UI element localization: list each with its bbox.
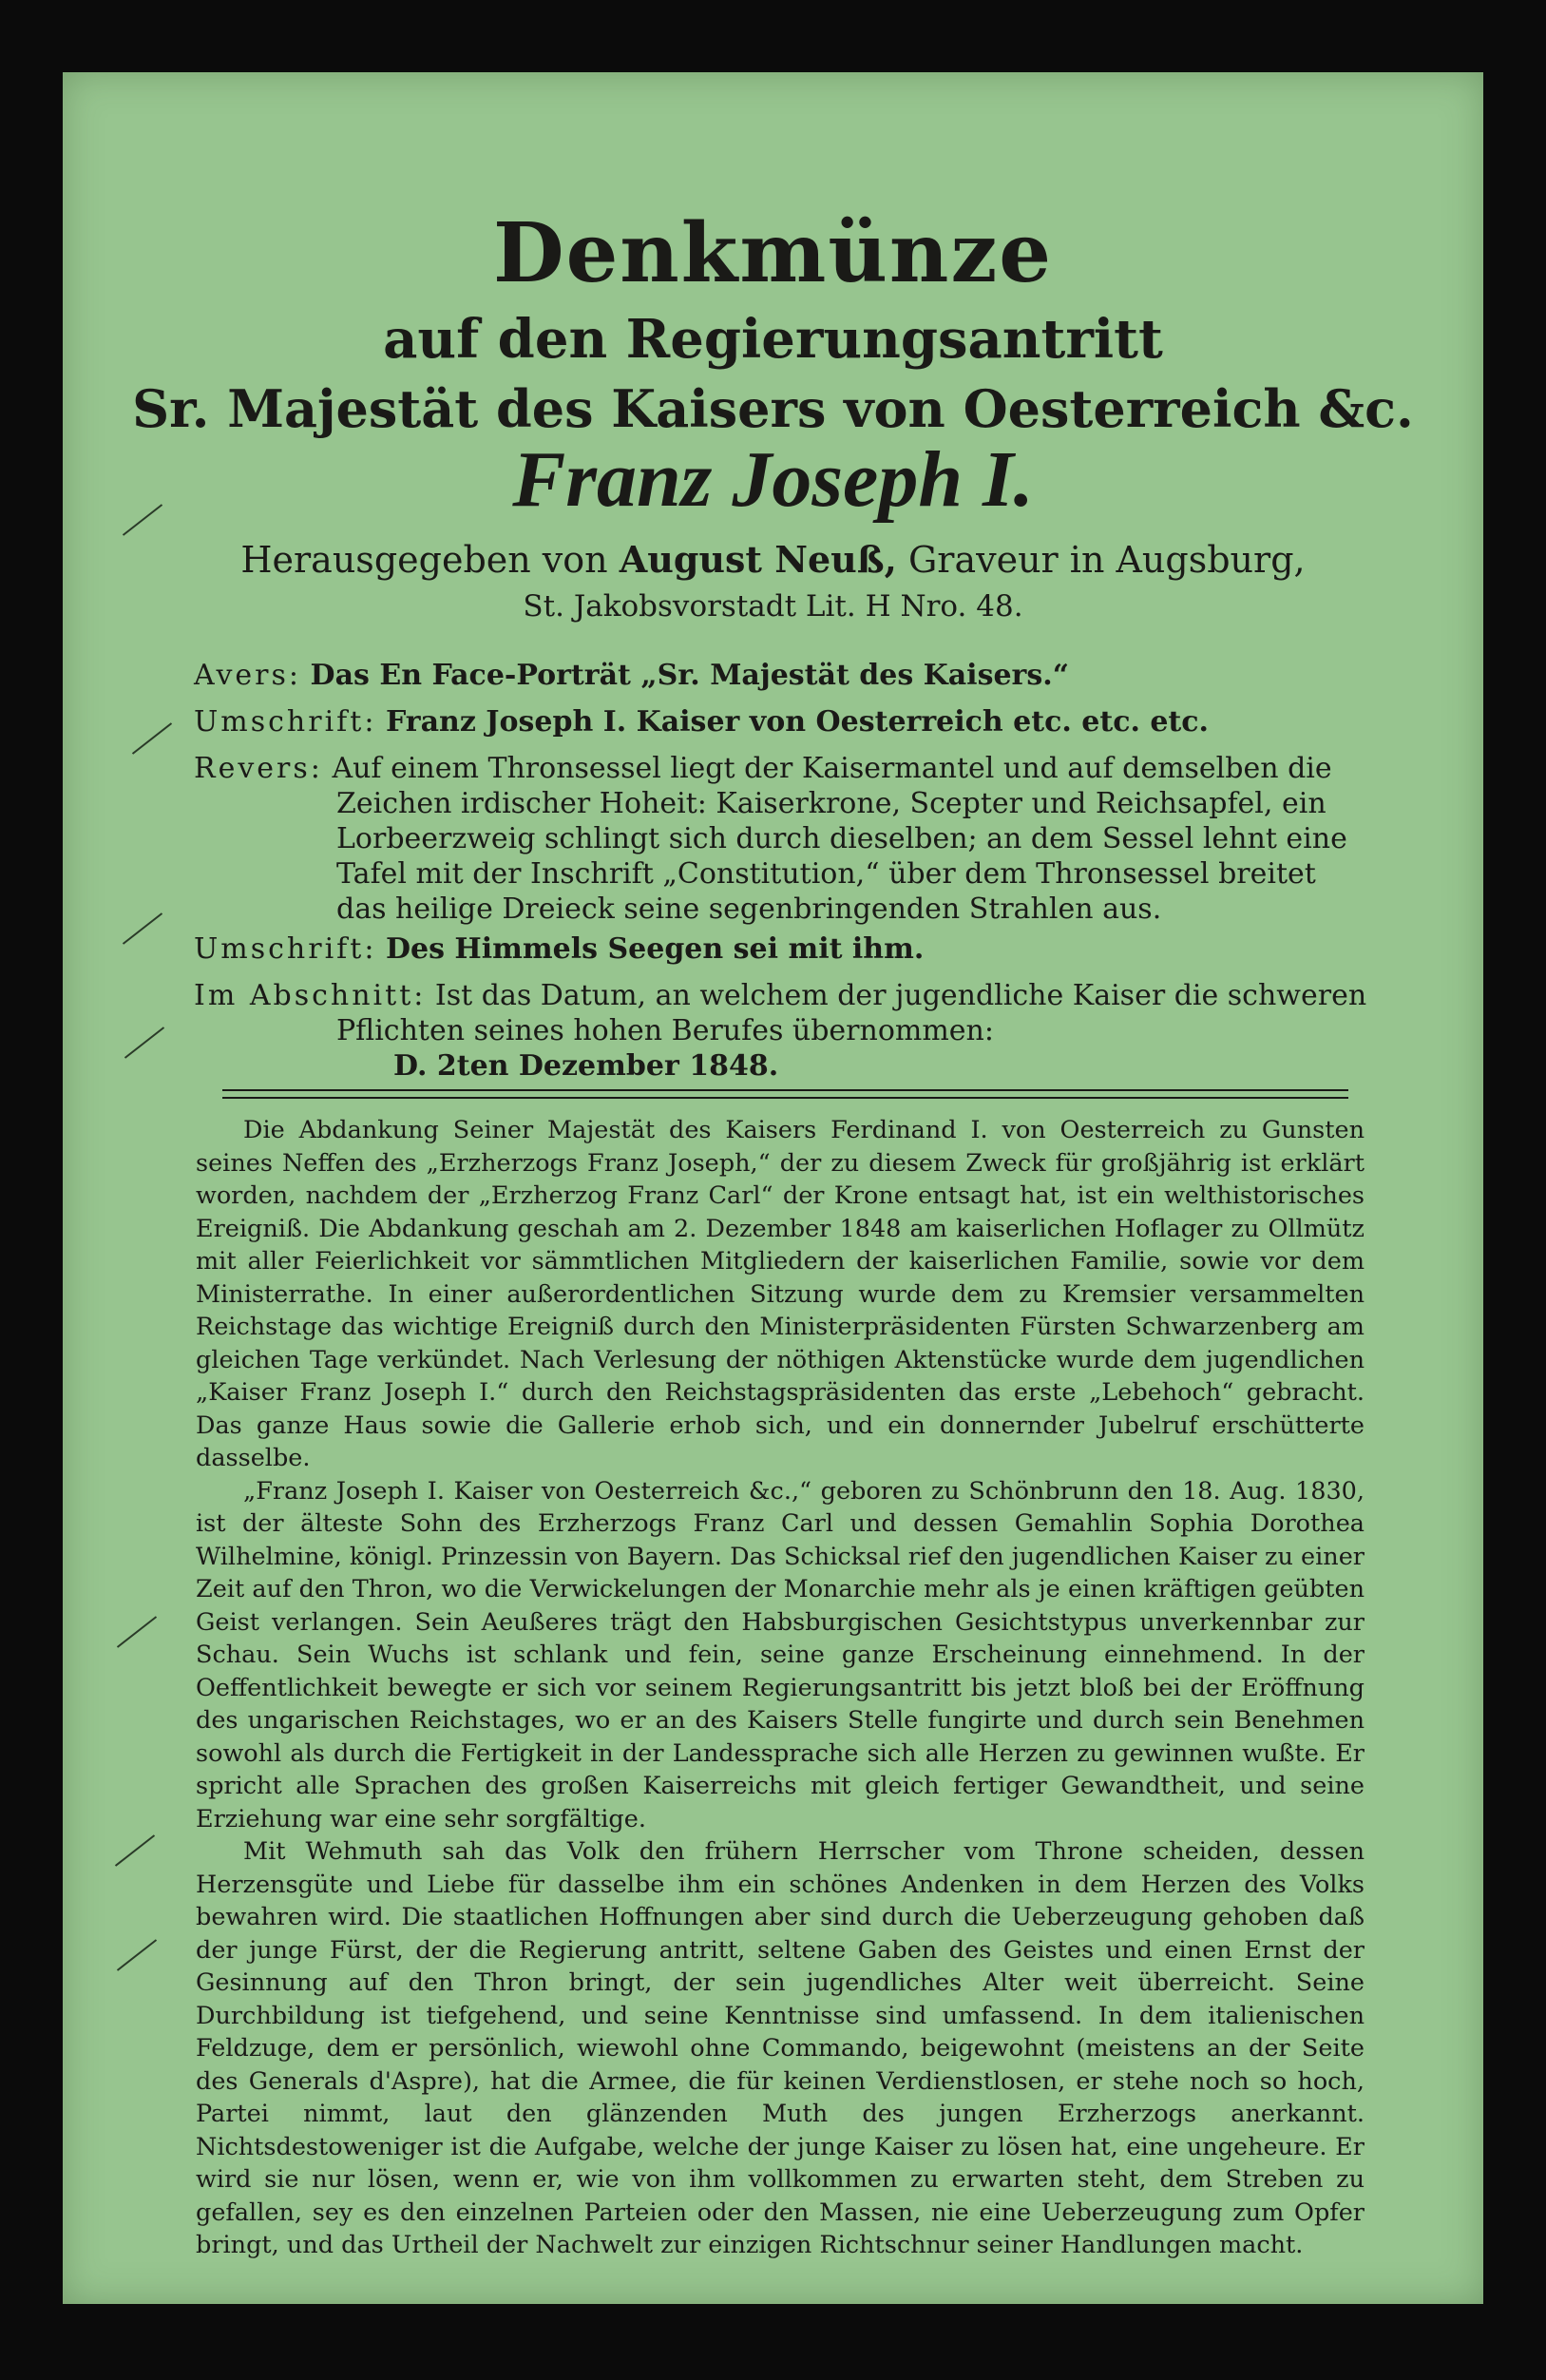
publisher-suffix: Graveur in Augsburg,	[907, 539, 1306, 581]
publisher-line	[63, 538, 1483, 581]
abschnitt-line: Pflichten seines hohen Berufes übernommen:	[336, 1014, 994, 1047]
revers-entry	[194, 751, 1391, 927]
revers-line: das heilige Dreieck seine segenbringenden Strahlen aus.	[336, 892, 1162, 926]
abschnitt-date: D. 2ten Dezember 1848.	[393, 1049, 779, 1083]
subtitle-line: Sr. Majestät des Kaisers von Oesterreich &c.	[132, 378, 1414, 439]
pencil-mark	[124, 1027, 164, 1059]
document-sheet	[63, 72, 1483, 2304]
document-title: Denkmünze	[492, 205, 1053, 301]
pencil-mark	[132, 722, 172, 755]
avers-entry	[194, 658, 1391, 693]
abschnitt-line: Ist das Datum, an welchem der jugendliche Kaiser die schweren	[434, 979, 1367, 1012]
article-body	[196, 1114, 1365, 2262]
article-paragraph: Die Abdankung Seiner Majestät des Kaisers Ferdinand I. von Oesterreich zu Gunsten seines Neffen des „Erzherzogs Franz Joseph,“ der zu diesem Zweck für großjährig ist erklärt worden, nachdem der „Erzherzog Franz Carl“ der Krone entsagt hat, ist ein welthistorisches Ereigniß. Die Abdankung geschah am 2. Dezember 1848 am kaiserlichen Hoflager zu Ollmütz mit aller Feierlichkeit vor sämmtlichen Mitgliedern der kaiserlichen Familie, sowie vor dem Ministerrathe. In einer außerordentlichen Sitzung wurde dem zu Kremsier versammelten Reichstage das wichtige Ereigniß durch den Ministerpräsidenten Fürsten Schwarzenberg am gleichen Tage verkündet. Nach Verlesung der nöthigen Aktenstücke wurde dem jugendlichen „Kaiser Franz Joseph I.“ durch den Reichstagspräsidenten das erste „Lebehoch“ gebracht. Das ganze Haus sowie die Gallerie erhob sich, und ein donnernder Jubelruf erschütterte dasselbe.	[196, 1116, 1365, 1472]
subtitle-line: auf den Regierungsantritt	[383, 308, 1163, 371]
revers-line: Tafel mit der Inschrift „Constitution,“ über dem Thronsessel breitet	[336, 857, 1316, 891]
pencil-mark	[123, 912, 162, 945]
abschnitt-label: Im Abschnitt:	[194, 979, 427, 1012]
publisher-name: August Neuß,	[619, 538, 897, 581]
article-paragraph: Mit Wehmuth sah das Volk den frühern Herrscher vom Throne scheiden, dessen Herzensgüte und Liebe für dasselbe ihm ein schönes Andenken in dem Herzen des Volks bewahren wird. Die staatlichen Hoffnungen aber sind durch die Ueberzeugung gehoben daß der junge Fürst, der die Regierung antritt, seltene Gaben des Geistes und einen Ernst der Gesinnung auf den Thron bringt, der sein jugendliches Alter weit überreicht. Seine Durchbildung ist tiefgehend, und seine Kenntnisse sind umfassend. In dem italienischen Feldzuge, dem er persönlich, wiewohl ohne Commando, beigewohnt (meistens an der Seite des Generals d'Aspre), hat die Armee, die für keinen Verdienstlosen, er stehe noch so hoch, Partei nimmt, laut den glänzenden Muth des jungen Erzherzogs anerkannt. Nichtsdestoweniger ist die Aufgabe, welche der junge Kaiser zu lösen hat, eine ungeheure. Er wird sie nur lösen, wenn er, wie von ihm vollkommen zu erwarten steht, dem Streben zu gefallen, sey es den einzelnen Parteien oder den Massen, nie eine Ueberzeugung zum Opfer bringt, und das Urtheil der Nachwelt zur einzigen Richtschnur seiner Handlungen macht.	[196, 1837, 1365, 2259]
umschrift-label: Umschrift:	[194, 932, 377, 966]
revers-line: Zeichen irdischer Hoheit: Kaiserkrone, Scepter und Reichsapfel, ein	[336, 787, 1327, 820]
umschrift-text: Franz Joseph I. Kaiser von Oesterreich etc. etc. etc.	[386, 705, 1210, 739]
publisher-address: St. Jakobsvorstadt Lit. H Nro. 48.	[523, 589, 1023, 624]
avers-text: Das En Face-Porträt „Sr. Majestät des Kaisers.“	[310, 659, 1069, 692]
revers-line: Lorbeerzweig schlingt sich durch dieselben; an dem Sessel lehnt eine	[336, 822, 1347, 855]
umschrift-entry	[194, 704, 1391, 739]
pencil-mark	[115, 1834, 155, 1867]
double-rule-divider	[222, 1089, 1348, 1099]
pencil-mark	[117, 1939, 157, 1971]
abschnitt-entry	[194, 978, 1391, 1084]
umschrift-text: Des Himmels Seegen sei mit ihm.	[386, 932, 925, 966]
pencil-mark	[117, 1616, 157, 1648]
revers-label: Revers:	[194, 752, 323, 785]
revers-line: Auf einem Thronsessel liegt der Kaisermantel und auf demselben die	[332, 752, 1332, 785]
avers-label: Avers:	[194, 659, 301, 692]
umschrift-label: Umschrift:	[194, 705, 377, 739]
article-paragraph: „Franz Joseph I. Kaiser von Oesterreich &c.,“ geboren zu Schönbrunn den 18. Aug. 1830, ist der älteste Sohn des Erzherzogs Franz Carl und dessen Gemahlin Sophia Dorothea Wilhelmine, königl. Prinzessin von Bayern. Das Schicksal rief den jugendlichen Kaiser zu einer Zeit auf den Thron, wo die Verwickelungen der Monarchie mehr als je einen kräftigen geübten Geist verlangen. Sein Aeußeres trägt den Habsburgischen Gesichtstypus unverkennbar zur Schau. Sein Wuchs ist schlank und fein, seine ganze Erscheinung einnehmend. In der Oeffentlichkeit bewegte er sich vor seinem Regierungsantritt bis jetzt bloß bei der Eröffnung des ungarischen Reichstages, wo er an des Kaisers Stelle fungirte und durch sein Benehmen sowohl als durch die Fertigkeit in der Landessprache sich alle Herzen zu gewinnen wußte. Er spricht alle Sprachen des großen Kaiserreichs mit gleich fertiger Gewandtheit, und seine Erziehung war eine sehr sorgfältige.	[196, 1476, 1365, 1833]
umschrift-entry	[194, 931, 1391, 967]
emperor-name: Franz Joseph I.	[512, 435, 1034, 524]
publisher-prefix: Herausgegeben von	[240, 539, 608, 581]
